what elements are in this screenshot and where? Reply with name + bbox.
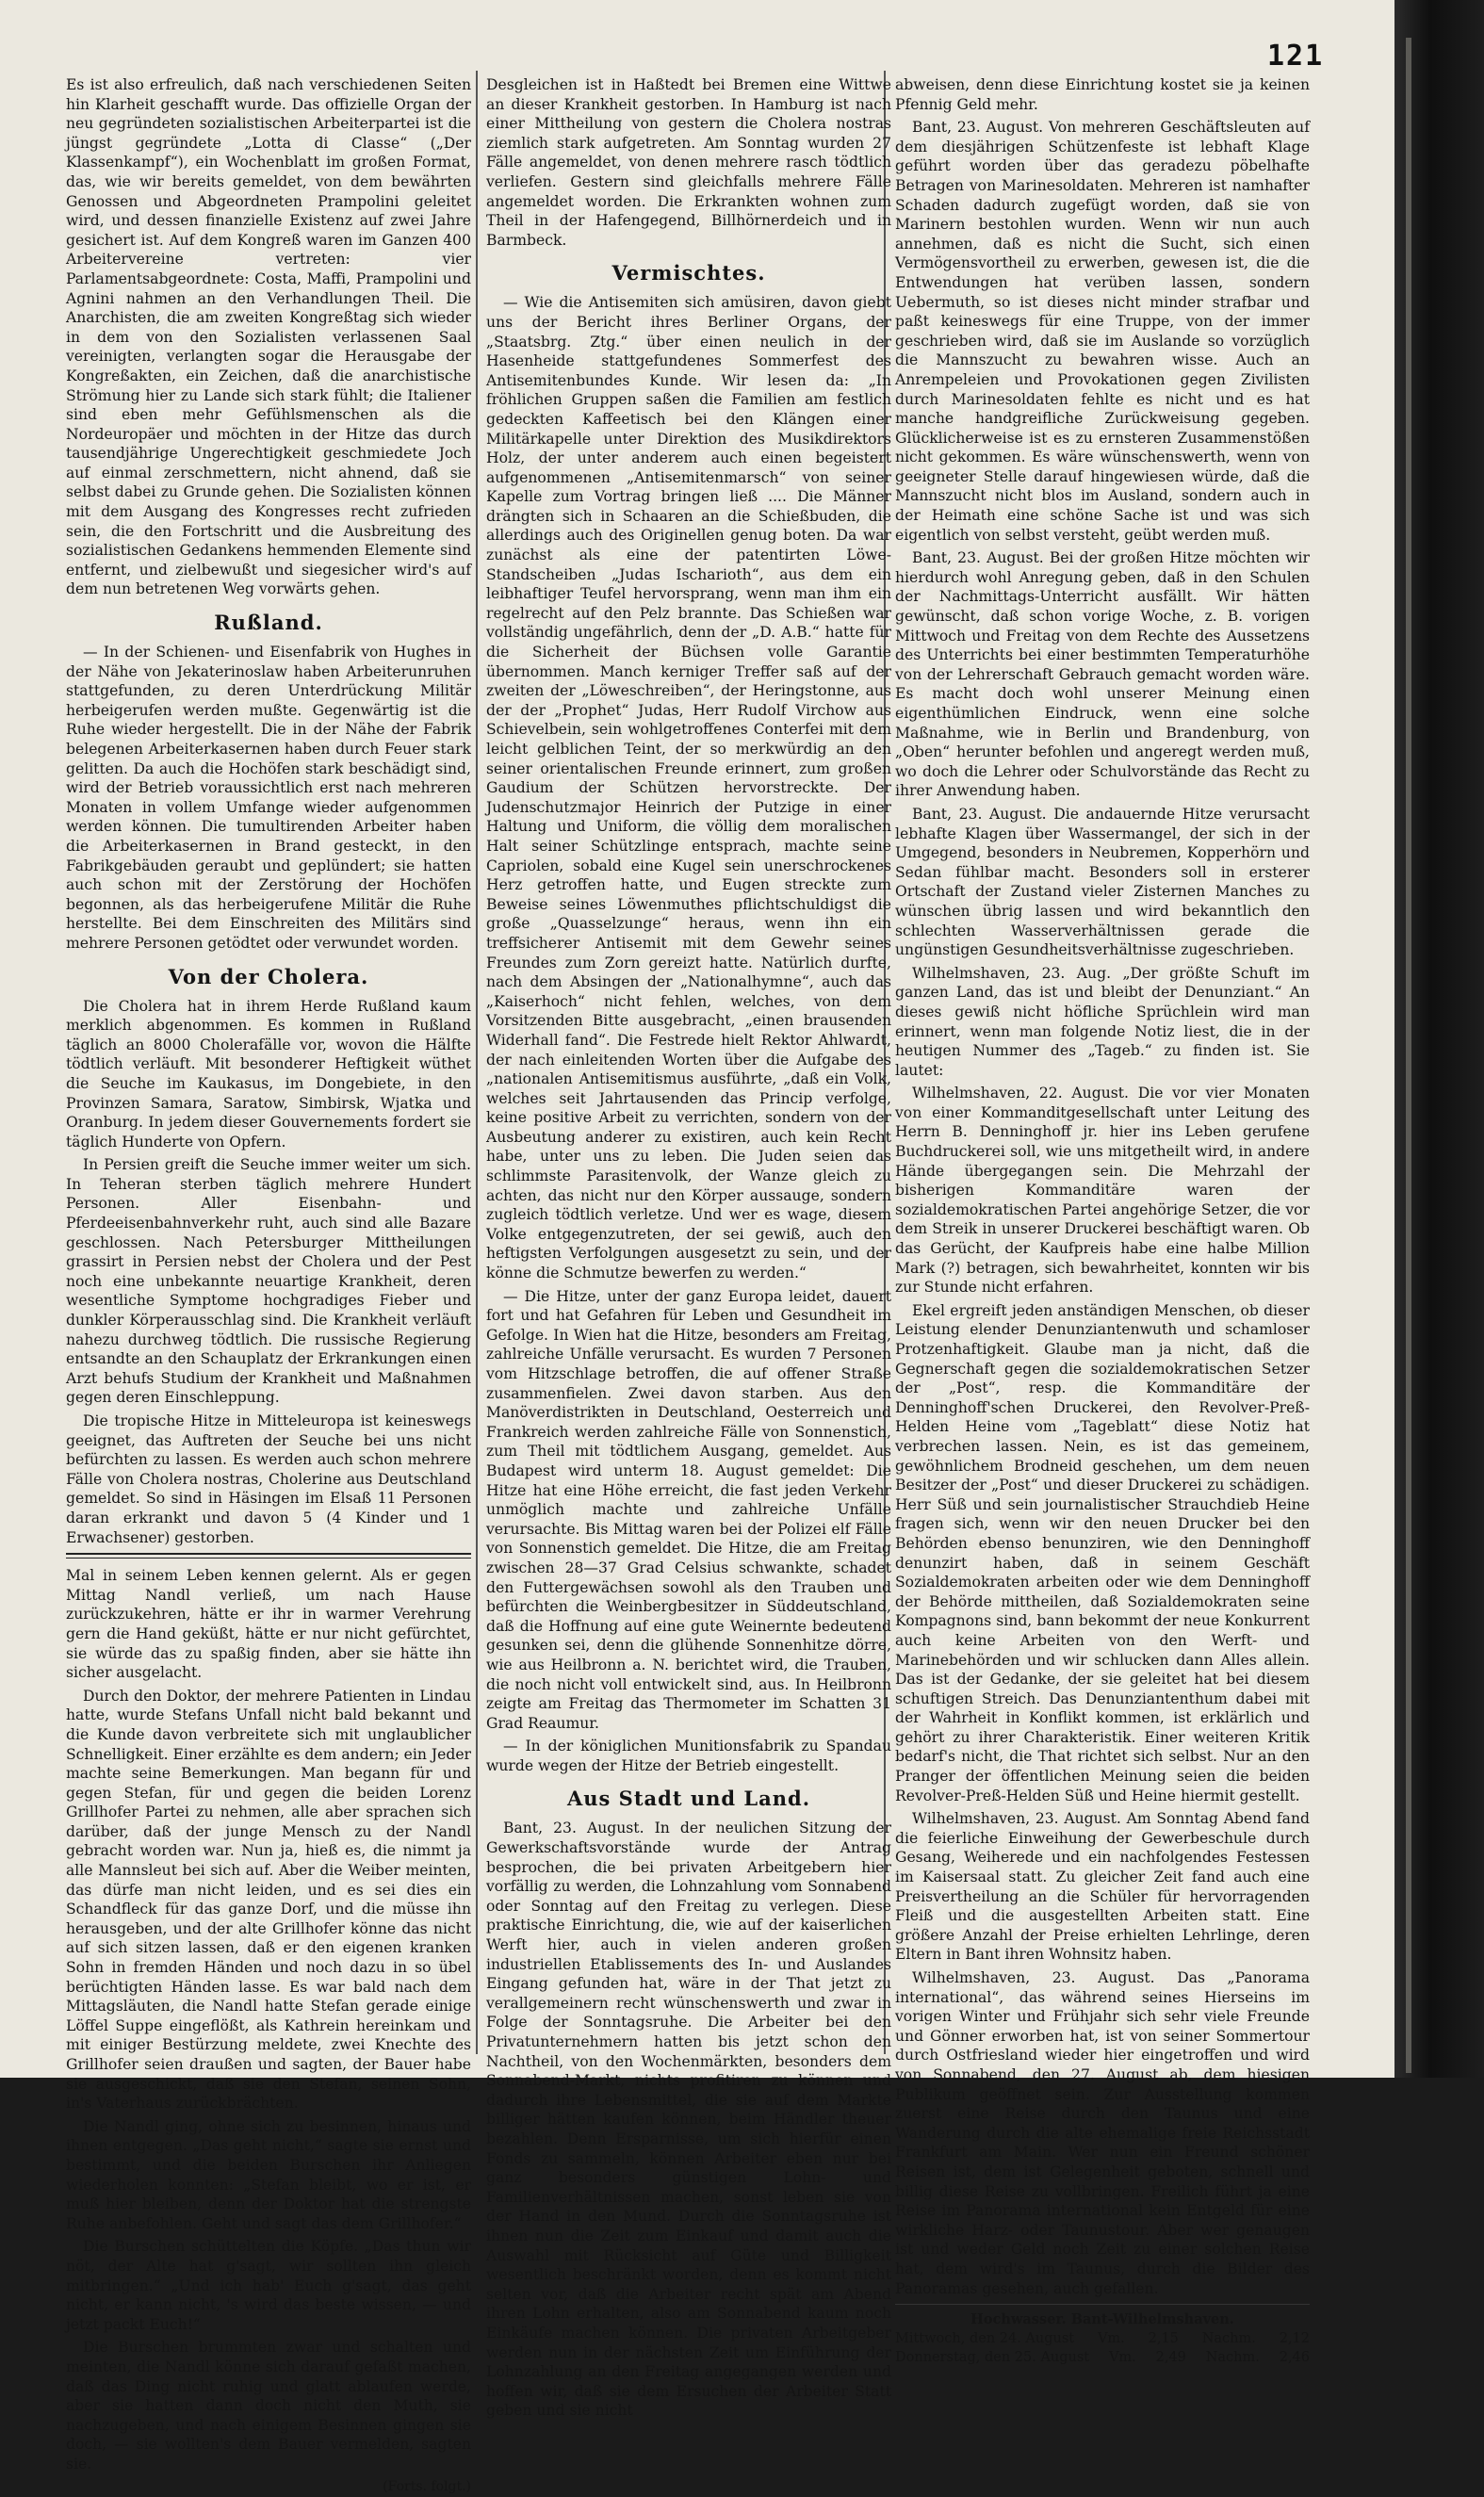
timetable-day: Donnerstag, den 25. August bbox=[895, 2350, 1090, 2366]
heading-cholera: Von der Cholera. bbox=[168, 964, 369, 988]
col3-paragraph-4: Bant, 23. August. Die andauernde Hitze verursacht lebhafte Klagen über Wassermangel, der sich in der Umgegend, besonders in Neubremen, Kopperhörn und Sedan fühlbar macht. Besonders soll in ersterer Ortschaft der Zustand vieler Zisternen Manches zu wünschen übrig lassen und wird bekanntlich den schlechten Wasserverhältnissen gerade die ungünstigen Gesundheitsverhältnisse zugeschrieben. bbox=[895, 805, 1310, 959]
cholera-paragraph-3: Die tropische Hitze in Mitteleuropa ist keineswegs geeignet, das Auftreten der Seuche bei uns nicht befürchten zu lassen. Es werden auch schon mehrere Fälle von Cholera nostras, Cholerine aus Deutschland gemeldet. So sind in Häsingen im Elsaß 11 Personen daran erkrankt und davon 5 (4 Kinder und 1 Erwachsener) gestorben. bbox=[66, 1412, 471, 1546]
timetable-vm: 2,49 bbox=[1155, 2350, 1186, 2366]
tide-timetable bbox=[895, 2310, 1310, 2367]
vermischtes-paragraph-2: — Die Hitze, unter der ganz Europa leidet, dauert fort und hat Gefahren für Leben und Gesundheit im Gefolge. In Wien hat die Hitze, besonders am Freitag, zahlreiche Unfälle verursacht. Es wurden 7 Personen vom Hitzschlage betroffen, die auf offener Straße zusammenfielen. Zwei davon starben. Aus den Manöverdistrikten in Deutschland, Oesterreich und Frankreich werden zahlreiche Fälle von Sonnenstich, zum Theil mit tödtlichem Ausgang, gemeldet. Aus Budapest wird unterm 18. August gemeldet: Die Hitze hat eine Höhe erreicht, die fast jeden Verkehr unmöglich machte und zahlreiche Unfälle verursachte. Bis Mittag waren bei der Polizei elf Fälle von Sonnenstich gemeldet. Die Hitze, die am Freitag zwischen 28—37 Grad Celsius schwankte, schadet den Futtergewächsen sowohl als den Trauben und befürchten die Weinbergbesitzer in Süddeutschland, daß die Hoffnung auf eine gute Weinernte bedeutend gesunken sei, denn die glühende Sonnenhitze dörre, wie aus Heilbronn a. N. berichtet wird, die Trauben, die noch nicht voll entwickelt sind, aus. In Heilbronn zeigte am Freitag das Thermometer im Schatten 31 Grad Reaumur. bbox=[486, 1287, 891, 1732]
feuilleton-paragraph-2: Durch den Doktor, der mehrere Patienten in Lindau hatte, wurde Stefans Unfall nicht bald bekannt und die Kunde davon verbreitete sich mit unglaublicher Schnelligkeit. Einer erzählte es dem andern; ein Jeder machte seine Bemerkungen. Man begann für und gegen Stefan, für und gegen die beiden Lorenz Grillhofer Partei zu nehmen, alle aber sprachen sich darüber, daß der junge Mensch zu der Nandl gebracht worden war. Nun ja, hieß es, die nimmt ja alle Mannsleut bei sich auf. Aber die Weiber meinten, das dürfe man nicht leiden, und es sei dies ein Schandfleck für das ganze Dorf, und die müsse ihn herausgeben, und der alte Grillhofer könne das nicht auf sich sitzen lassen, daß er den eigenen kranken Sohn in fremden Händen und noch dazu in so übel berüchtigten Händen lasse. Es war bald nach dem Mittagsläuten, die Nandl hatte Stefan gerade einige Löffel Suppe eingeflößt, als Kathrein hereinkam und mit einiger Bestürzung meldete, zwei Knechte des Grillhofer seien draußen und sagten, der Bauer habe sie ausgeschickt, daß sie den Stefan, seinen Sohn, in's Vaterhaus zurückbrächten. bbox=[66, 1687, 472, 2113]
feuilleton-paragraph-5: Die Burschen brummten zwar und schalten und meinten, die Nandl könne sich darauf gefaßt machen, daß das Ding nicht ruhig und glatt ablaufen werde, aber sie hatten dann doch nicht den Muth, sie nachzugeben, und nach einigem Besinnen gingen sie doch, — sie wollten's dem Bauer vermelden, sagten sie. bbox=[66, 2339, 471, 2473]
timetable-rule bbox=[895, 2304, 1310, 2305]
heading-vermischtes: Vermischtes. bbox=[612, 261, 766, 286]
col3-paragraph-2: Bant, 23. August. Von mehreren Geschäftsleuten auf dem diesjährigen Schützenfeste ist lebhaft Klage geführt worden über das geradezu pöbelhafte Betragen von Marinesoldaten. Mehreren ist namhafter Schaden dadurch zugefügt worden, daß sie von Marinern bestohlen wurden. Wenn wir nun auch annehmen, daß es nicht die Sucht, sich einen Vermögensvortheil zu erwerben, gewesen ist, die die Entwendungen hat verüben lassen, sondern Uebermuth, so ist dieses nicht minder strafbar und paßt keineswegs für eine Truppe, von der immer geschrieben wird, daß sie im Auslande so vorzüglich die Mannszucht zu bewahren wisse. Auch an Anrempeleien und Provokationen gegen Zivilisten durch Marinesoldaten fehlte es nicht und es hat manche handgreifliche Zurückweisung gegeben. Glücklicherweise ist es zu ernsteren Zusammenstößen nicht gekommen. Es wäre wünschenswerth, wenn von geeigneter Stelle darauf hingewiesen würde, daß die Mannszucht nicht blos im Ausland, sondern auch in der Heimath eine schöne Sache ist und was sich eigentlich von selbst versteht, geübt werden muß. bbox=[895, 119, 1310, 544]
page-number: 121 bbox=[1267, 40, 1325, 73]
timetable-nm: 2,46 bbox=[1279, 2350, 1310, 2366]
timetable-nm-label: Nachm. bbox=[1205, 2350, 1260, 2366]
vermischtes-paragraph-3: — In der königlichen Munitionsfabrik zu Spandau wurde wegen der Hitze der Betrieb eingestellt. bbox=[486, 1738, 891, 1774]
russland-paragraph: — In der Schienen- und Eisenfabrik von Hughes in der Nähe von Jekaterinoslaw haben Arbeiterunruhen stattgefunden, zu deren Unterdrückung Militär herbeigerufen werden mußte. Gegenwärtig ist die Ruhe wieder hergestellt. Die in der Nähe der Fabrik belegenen Arbeiterkasernen haben durch Feuer stark gelitten. Da auch die Hochöfen stark beschädigt sind, wird der Betrieb voraussichtlich erst nach mehreren Monaten in vollem Umfange wieder aufgenommen werden können. Die tumultirenden Arbeiter haben die Arbeiterkasernen in Brand gesteckt, in den Fabrikgebäuden geraubt und geplündert; sie hatten auch schon mit der Zerstörung der Hochöfen begonnen, als das herbeigerufene Militär die Ruhe herstellte. Bei dem Einschreiten des Militärs sind mehrere Personen getödtet oder verwundet worden. bbox=[66, 644, 471, 952]
feuilleton-paragraph-1: Mal in seinem Leben kennen gelernt. Als er gegen Mittag Nandl verließ, um nach Hause zurückzukehren, hätte er ihr in warmer Verehrung gern die Hand geküßt, hätte er nur nicht gefürchtet, sie würde das zu spaßig finden, aber sie hätte ihn sicher ausgelacht. bbox=[66, 1567, 471, 1682]
timetable-day: Mittwoch, den 24. August bbox=[895, 2331, 1075, 2347]
heading-russland: Rußland. bbox=[214, 611, 323, 635]
col3-paragraph-1: abweisen, denn diese Einrichtung kostet sie ja keinen Pfennig Geld mehr. bbox=[895, 76, 1310, 113]
timetable-title: Hochwasser. Bant-Wilhelmshaven. bbox=[970, 2311, 1234, 2328]
col3-paragraph-3: Bant, 23. August. Bei der großen Hitze möchten wir hierdurch wohl Anregung geben, daß in den Schulen der Nachmittags-Unterricht ausfällt. Wir hätten gewünscht, daß schon vorige Woche, z. B. vorigen Mittwoch und Freitag von dem Rechte des Aussetzens des Unterrichts bei einer bestimmten Temperaturhöhe von der Lehrerschaft Gebrauch gemacht worden wäre. Es macht doch wohl unserer Meinung einen eigenthümlichen Eindruck, wenn eine solche Maßnahme, wie in Berlin und Brandenburg, von „Oben“ herunter befohlen und angeregt werden muß, wo doch die Lehrer oder Schulvorstände das Recht zu ihrer Anwendung haben. bbox=[895, 549, 1310, 800]
timetable-vm: 2,15 bbox=[1148, 2331, 1179, 2347]
column-rule-1 bbox=[476, 71, 478, 2054]
col3-paragraph-9: Wilhelmshaven, 23. August. Das „Panorama international“, das während seines Hierseins im vorigen Winter und Frühjahr sich sehr viele Freunde und Gönner erworben hat, ist von seiner Sommertour durch Ostfriesland wieder hier eingetroffen und wird von Sonnabend, den 27. August ab, dem hiesigen Publikum geöffnet sein. Zur Ausstellung kommen zuerst eine Reise durch den Taunus und eine Wanderung durch die alte ehemalige freie Reichsstadt Frankfurt am Main. Wer nun ein Freund schöner Reisen ist, dem ist Gelegenheit geboten, schnell und billig diese Reise zu vollbringen. Freilich führt ja eine Reise im Panorama international kein Entgeld für eine wirkliche Harz- oder Taunustour. Aber wer genaugen ist und weder Geld noch Zeit zu einer solchen Reise hat, dem wird's im Taunus, durch die Bilder des Panoramas gesehen, auch gefallen. bbox=[895, 1969, 1310, 2297]
timetable-row bbox=[895, 2348, 1310, 2367]
cholera-paragraph-2: In Persien greift die Seuche immer weiter um sich. In Teheran sterben täglich mehrere Hundert Personen. Aller Eisenbahn- und Pferdeeisenbahnverkehr ruht, auch sind alle Bazare geschlossen. Nach Petersburger Mittheilungen grassirt in Persien nebst der Cholera und der Pest noch eine unbekannte neuartige Krankheit, deren wesentliche Symptome hochgradiges Fieber und dunkler Körperausschlag sind. Die Krankheit verläuft nahezu durchweg tödtlich. Die russische Regierung entsandte an den Schauplatz der Erkrankungen einen Arzt behufs Studium der Krankheit und Maßnahmen gegen deren Einschleppung. bbox=[66, 1156, 471, 1407]
column-3 bbox=[895, 75, 1310, 2366]
timetable-row bbox=[895, 2329, 1310, 2348]
col3-paragraph-6: Wilhelmshaven, 22. August. Die vor vier Monaten von einer Kommanditgesellschaft unter Leitung des Herrn B. Denninghoff jr. hier ins Leben gerufene Buchdruckerei soll, wie uns mitgetheilt wird, in andere Hände übergegangen sein. Die Mehrzahl der bisherigen Kommanditäre waren der sozialdemokratischen Partei angehörige Setzer, die vor dem Streik in unserer Druckerei beschäftigt waren. Ob das Gerücht, der Kaufpreis habe eine halbe Million Mark (?) betragen, sich bewahrheitet, konnten wir bis zur Stunde nicht erfahren. bbox=[895, 1085, 1310, 1297]
page-stack-edge bbox=[1406, 38, 1411, 2073]
feuilleton-continued: (Forts. folgt.) bbox=[383, 2479, 471, 2495]
vermischtes-paragraph-1: — Wie die Antisemiten sich amüsiren, davon giebt uns der Bericht ihres Berliner Organs, der „Staatsbrg. Ztg.“ über einen neulich in der Hasenheide stattgefundenes Sommerfest des Antisemitenbundes Kunde. Wir lesen da: „In fröhlichen Gruppen saßen die Familien am festlich gedeckten Kaffeetisch bei den Klängen einer Militärkapelle unter Direktion des Musikdirektors Holz, der unter anderem auch einen begeistert aufgenommenen „Antisemitenmarsch“ von seiner Kapelle zum Vortrag bringen ließ .... Die Männer drängten sich in Schaaren an die Schießbuden, die allerdings auch des Originellen genug boten. Da war zunächst als eine der patentirten Löwe-Standscheiben „Judas Ischarioth“, aus dem ein leibhaftiger Teufel hervorsprang, wenn man ihm ein regelrecht auf den Pelz brannte. Das Schießen war vollständig ungefährlich, denn der „D. A.B.“ hatte für die Sicherheit der Büchsen volle Garantie übernommen. Manch kerniger Treffer saß auf der zweiten der „Löweschreiben“, der Heringstonne, aus der der „Prophet“ Judas, Herr Rudolf Virchow aus Schievelbein, sein wohlgetroffenes Conterfei mit dem leicht gelblichen Teint, der so merkwürdig an den seiner orientalischen Freunde erinnert, zum großen Gaudium der Schützen hervorstreckte. Der Judenschutzmajor Heinrich der Putzige in einer Haltung und Uniform, die völlig dem moralischen Halt seiner Schützlinge entsprach, machte seine Capriolen, sobald eine Kugel sein unerschrockenes Herz getroffen hatte, und Eugen streckte zum Beweise seines Löwenmuthes pflichtschuldigst die große „Quasselzunge“ heraus, wenn ihn ein treffsicherer Antisemit mit dem Gewehr seines Freundes zum Zorn gereizt hatte. Natürlich durfte, nach dem Absingen der „Nationalhymne“, auch das „Kaiserhoch“ nicht fehlen, welches, von dem Vorsitzenden Bitte ausgebracht, „einen brausenden Widerhall fand“. Die Festrede hielt Rektor Ahlwardt, der nach einleitenden Worten über die Aufgabe des „nationalen Antisemitismus ausführte, „daß ein Volk, welches seit Jahrtausenden das Princip verfolge, keine positive Arbeit zu verrichten, sondern von der Ausbeutung anderer zu existiren, auch kein Recht habe, unter uns zu leben. Die Juden seien das schlimmste Parasitenvolk, der Wanze gleich zu achten, das nicht nur den Körper aussauge, sondern zugleich tödtlich verletze. Und wer es wage, diesem Volke entgegenzutreten, der sei gewiß, auch den heftigsten Verfolgungen ausgesetzt zu sein, und der könne die Schmutze bewerfen zu werden.“ bbox=[486, 294, 891, 1282]
timetable-vm-label: Vm. bbox=[1097, 2331, 1125, 2347]
timetable-vm-label: Vm. bbox=[1108, 2350, 1136, 2366]
stadt-paragraph-1: Bant, 23. August. In der neulichen Sitzung der Gewerkschaftsvorstände wurde der Antrag besprochen, die bei privaten Arbeitgebern hier vorfällig zu werden, die Lohnzahlung vom Sonnabend oder Sonntag auf den Freitag zu verlegen. Diese praktische Einrichtung, die, wie auf der kaiserlichen Werft hier, auch in vielen anderen großen industriellen Etablissements des In- und Auslandes Eingang gefunden hat, wäre in der That jetzt zu verallgemeinern recht wünschenswerth und zwar in Folge der Sonntagsruhe. Die Arbeiter bei den Privatunternehmern hatten bis jetzt schon den Nachtheil, von den Wochenmärkten, besonders dem Sonnabend-Markt, nichts profitiren zu können und dadurch ihre Lebensmittel, die sie auf dem Markte billiger hätten kaufen können, beim Händler theuer bezahlen. Denn Ersparnisse, um sich hierfür einen Fonds zu sammeln, können Arbeiter eben nur bei ganz besonders günstigen Lohn- und Familienverhältnissen machen, sonst leben sie von der Hand in den Mund. Durch die Sonntagsruhe ist ihnen nun die Zeit zum Einkauf und damit auch die Auswahl mit Rücksicht auf Güte und Billigkeit wesentlich beschränkt worden, denn es kommt nicht selten vor, daß die Arbeiter recht spät am Abend ihren Lohn erhalten, also am Sonnabend kaum noch Einkäufe machen können. Die privaten Arbeitgeber werden nun in der nächsten Zeit um Einführung der Lohnzahlung an den Freitag angegangen werden und hoffen wir, daß sie dem Ersuchen der Arbeiter Statt geben und sie nicht bbox=[486, 1820, 891, 2420]
timetable-nm: 2,12 bbox=[1279, 2331, 1310, 2347]
feuilleton-paragraph-4: Die Burschen schüttelten die Köpfe. „Das thun wir nöt, der Alte hat g'sagt, wir sollten ihn gleich mitbringen.“ „Und ich hab' Euch g'sagt, das geht nicht, er kann nicht, 's wird das beste wissen, — und jetzt packt Euch!“ bbox=[66, 2238, 471, 2333]
column-1 bbox=[66, 75, 472, 2495]
col2-intro-paragraph: Desgleichen ist in Haßtedt bei Bremen eine Wittwe an dieser Krankheit gestorben. In Hamburg ist nach einer Mittheilung von gestern die Cholera nostras ziemlich stark aufgetreten. Am Sonntag wurden 27 Fälle angemeldet, von denen mehrere rasch tödtlich verliefen. Gestern sind gleichfalls mehrere Fälle angemeldet worden. Die Erkrankten wohnen zum Theil in der Hafengegend, Billhörnerdeich und in Barmbeck. bbox=[486, 76, 891, 249]
col1-intro-paragraph: Es ist also erfreulich, daß nach verschiedenen Seiten hin Klarheit geschafft wurde. Das offizielle Organ der neu gegründeten sozialistischen Arbeiterpartei ist die jüngst gegründete „Lotta di Classe“ („Der Klassenkampf“), ein Wochenblatt im großen Format, das, wie wir bereits gemeldet, von dem bewährten Genossen und Abgeordneten Prampolini geleitet wird, und dessen finanzielle Existenz auf zwei Jahre gesichert ist. Auf dem Kongreß waren im Ganzen 400 Arbeitervereine vertreten: vier Parlamentsabgeordnete: Costa, Maffi, Prampolini und Agnini nahmen an den Verhandlungen Theil. Die Anarchisten, die am zweiten Kongreßtag sich wieder in dem von den Sozialisten verlassenen Saal vereinigten, verlangten sogar die Herausgabe der Kongreßakten, ein Zeichen, daß die anarchistische Strömung hier zu Lande sich stark fühlt; die Italiener sind eben mehr Gefühlsmenschen als die Nordeuropäer und möchten in der Hitze das durch tausendjährige Ungerechtigkeit geschmiedete Joch auf einmal zerschmettern, nicht ahnend, daß sie selbst dabei zu Grunde gehen. Die Sozialisten können mit dem Ausgang des Kongresses recht zufrieden sein, die den Fortschritt und die Ausbreitung des sozialistischen Gedankens hemmenden Elemente sind entfernt, und zielbewußt und siegesicher wird's auf dem nun betretenen Weg vorwärts gehen. bbox=[66, 76, 471, 598]
timetable-nm-label: Nachm. bbox=[1201, 2331, 1256, 2347]
feuilleton-paragraph-3: Die Nandl ging, ohne sich zu besinnen, hinaus und ihnen entgegen. „Das geht nicht,“ sagte sie ernst und bestimmt, und die beiden Burschen ihr Anliegen wiederholen konnten: „Stefan bleibt, wo er ist, er muß hier bleiben, denn der Doktor hat die strengste Ruhe anbefohlen. Geht und sagt das dem Grillhofer.“ bbox=[66, 2117, 471, 2232]
feuilleton-divider bbox=[66, 1553, 471, 1559]
col3-paragraph-7: Ekel ergreift jeden anständigen Menschen, ob dieser Leistung elender Denunziantenwuth und schamloser Protzenhaftigkeit. Glaube man ja nicht, daß die Gegnerschaft gegen die sozialdemokratischen Setzer der „Post“, resp. die Kommanditäre der Denninghoff'schen Druckerei, den Revolver-Preß-Helden Heine vom „Tageblatt“ diese Notiz hat verbrechen lassen. Nein, es ist das gemeinem, gewöhnlichem Brodneid geschehen, um dem neuen Besitzer der „Post“ und dieser Druckerei zu schädigen. Herr Süß und sein journalistischer Strauchdieb Heine fragen sich, wenn wir den neuen Drucker bei den Behörden ebenso benunziren, wie den Denninghoff denunzirt haben, daß in seinem Geschäft Sozialdemokraten arbeiten oder wie dem Denninghoff der Behörde mittheilen, daß Sozialdemokraten seine Kompagnons sind, bann bekommt der neue Konkurrent auch keine Arbeiten von den Werft- und Marinebehörden und wir schlucken dann Alles allein. Das ist der Gedanke, der sie geleitet hat bei diesem schuftigen Streich. Das Denunziantenthum dabei mit der Wahrheit in Konflikt kommen, ist erklärlich und gehört zu ihrer Charakteristik. Einer weiteren Kritik bedarf's nicht, die That richtet sich selbst. Nur an den Pranger der öffentlichen Meinung seien die beiden Revolver-Preß-Helden Süß und Heine hiermit gestellt. bbox=[895, 1301, 1310, 1804]
column-2 bbox=[486, 75, 891, 2420]
cholera-paragraph-1: Die Cholera hat in ihrem Herde Rußland kaum merklich abgenommen. Es kommen in Rußland täglich an 8000 Cholerafälle vor, wovon die Hälfte tödtlich verläuft. Mit besonderer Heftigkeit wüthet die Seuche im Kaukasus, im Dongebiete, in den Provinzen Samara, Saratow, Simbirsk, Wjatka und Oranburg. In jedem dieser Gouvernements fordert sie täglich Hunderte von Opfern. bbox=[66, 997, 471, 1151]
col3-paragraph-8: Wilhelmshaven, 23. August. Am Sonntag Abend fand die feierliche Einweihung der Gewerbeschule durch Gesang, Weiherede und ein nachfolgendes Festessen im Kaisersaal statt. Zu gleicher Zeit fand auch eine Preisvertheilung an die Schüler für hervorragenden Fleiß und die ausgestellten Arbeiten statt. Eine größere Anzahl der Preise erhielten Lehrlinge, deren Eltern in Bant ihren Wohnsitz haben. bbox=[895, 1810, 1310, 1964]
col3-paragraph-5: Wilhelmshaven, 23. Aug. „Der größte Schuft im ganzen Land, das ist und bleibt der Denunziant.“ An dieses gewiß nicht höfliche Sprüchlein wird man erinnert, wenn man folgende Notiz liest, die in der heutigen Nummer des „Tageb.“ zu finden ist. Sie lautet: bbox=[895, 964, 1310, 1079]
heading-stadt-und-land: Aus Stadt und Land. bbox=[566, 1787, 811, 1811]
